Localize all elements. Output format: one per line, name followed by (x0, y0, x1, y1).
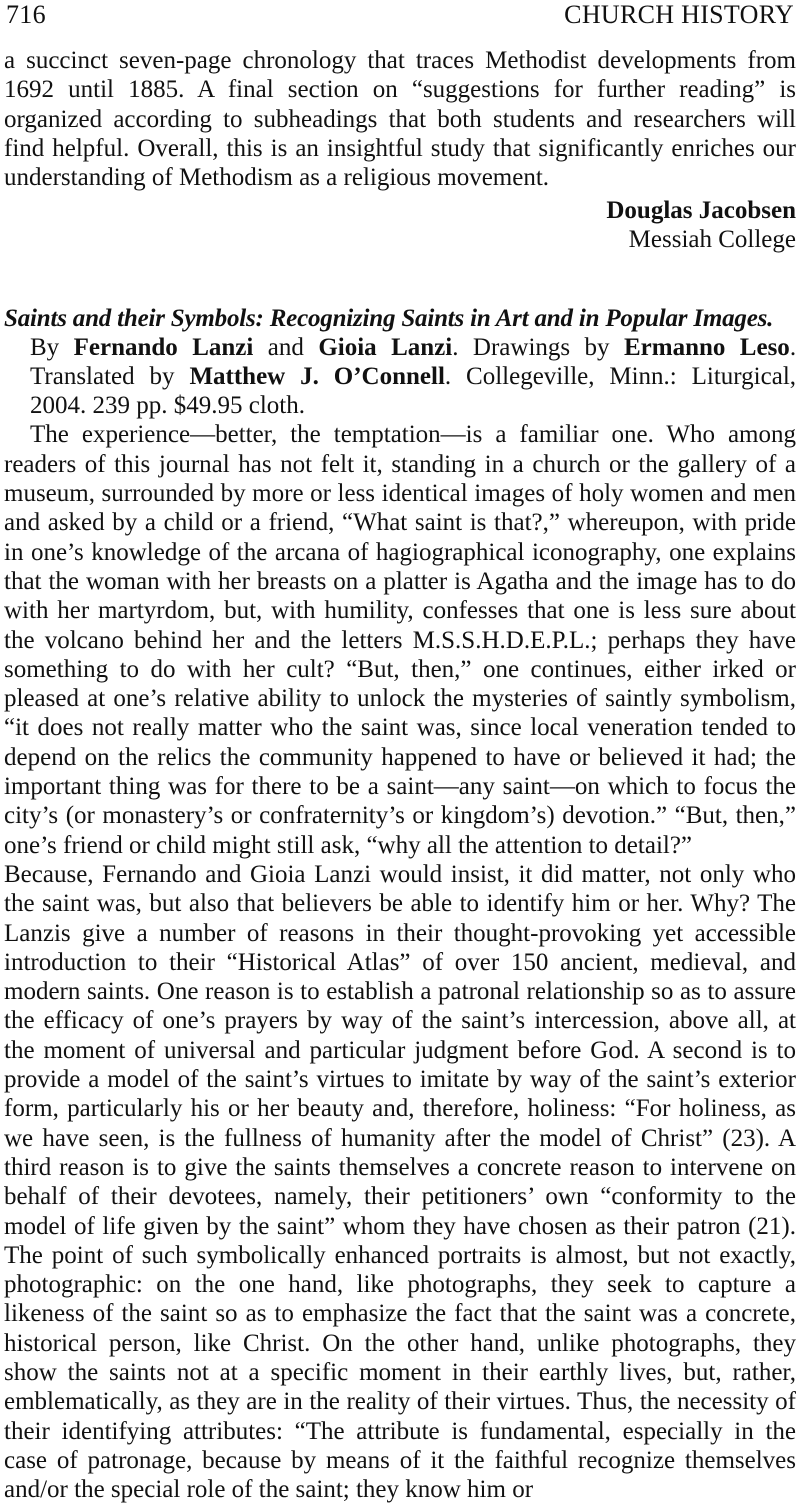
book-title: Saints and their Symbols: Recognizing Saints in Art and in Popular Images. (4, 305, 774, 333)
publication-details: . Collegeville, Minn.: Liturgical, 2004. 239 pp. $49.95 cloth. (30, 363, 797, 420)
and-label: and (267, 334, 304, 362)
review-paragraph-2: Because, Fernando and Gioia Lanzi would insist, it did matter, not only who the saint was, but also that believers be able to identify him or her. Why? The Lanzis give a number of reasons in their thought-provoking yet accessible introduction to their “Historical Atlas” of over 150 ancient, medieval, and modern saints. One reason is to establish a patronal relationship so as to assure the efficacy of one’s prayers by way of the saint’s intercession, above all, at the moment of universal and particular judgment before God. A second is to provide a model of the saint’s virtues to imitate by way of the saint’s exterior form, particularly his or her beauty and, therefore, holiness: “For holiness, as we have seen, is the fullness of humanity after the model of Christ” (23). A third reason is to give the saints themselves a concrete reason to intervene on behalf of their devotees, namely, their petitioners’ own “conformity to the model of life given by the saint” whom they have chosen as their patron (21). The point of such symbolically enhanced portraits is almost, but not exactly, photographic: on the one hand, like photographs, they seek to capture a likeness of the saint so as to emphasize the fact that the saint was a concrete, historical person, like Christ. On the other hand, unlike photographs, they show the saints not at a specific moment in their earthly lives, but, rather, emblematically, as they are in the reality of their virtues. Thus, the necessity of their identifying attributes: “The attribute is fundamental, especially in the case of patronage, because by means of it the faithful recognize themselves and/or the special role of the saint; they know him or (4, 860, 796, 1504)
previous-review-closing-paragraph: a succinct seven-page chronology that traces Methodist developments from 1692 until 1885. A final section on “suggestions for further reading” is organized according to subheadings that both students and researchers will find helpful. Overall, this is an insightful study that significantly enriches our understanding of Methodism as a religious movement. (4, 47, 796, 192)
translator-name: Matthew J. O’Connell (189, 363, 445, 391)
reviewer-name: Douglas Jacobsen (606, 197, 796, 225)
review-paragraph-1: The experience—better, the temptation—is a familiar one. Who among readers of this journal has not felt it, standing in a church or the gallery of a museum, surrounded by more or less identical images of holy women and men and asked by a child or a friend, “What saint is that?,” whereupon, with pride in one’s knowledge of the arcana of hagiographical iconography, one explains that the woman with her breasts on a platter is Agatha and the image has to do with her martyrdom, but, with humility, confesses that one is less sure about the volcano behind her and the letters M.S.S.H.D.E.P.L.; perhaps they have something to do with her cult? “But, then,” one continues, either irked or pleased at one’s relative ability to unlock the mysteries of saintly symbolism, “it does not really matter who the saint was, since local veneration tended to depend on the relics the community happened to have or believed it had; the important thing was for there to be a saint—any saint—on which to focus the city’s (or monastery’s or confraternity’s or kingdom’s) devotion.” “But, then,” one’s friend or child might still ask, “why all the attention to detail?” (4, 421, 796, 859)
by-label: By (30, 334, 60, 362)
running-head (4, 0, 796, 36)
drawings-by-label: . Drawings by (452, 334, 610, 362)
author-fernando-lanzi: Fernando Lanzi (73, 334, 254, 362)
reviewer-affiliation: Messiah College (628, 226, 796, 254)
page-number: 716 (6, 0, 46, 29)
review-citation (4, 304, 796, 420)
illustrator-name: Ermanno Leso (623, 334, 790, 362)
journal-title: CHURCH HISTORY (564, 0, 794, 29)
translated-by-label: . Translated by (30, 334, 797, 391)
author-gioia-lanzi: Gioia Lanzi (318, 334, 453, 362)
book-details (4, 333, 796, 420)
reviewer-signature (4, 196, 796, 254)
